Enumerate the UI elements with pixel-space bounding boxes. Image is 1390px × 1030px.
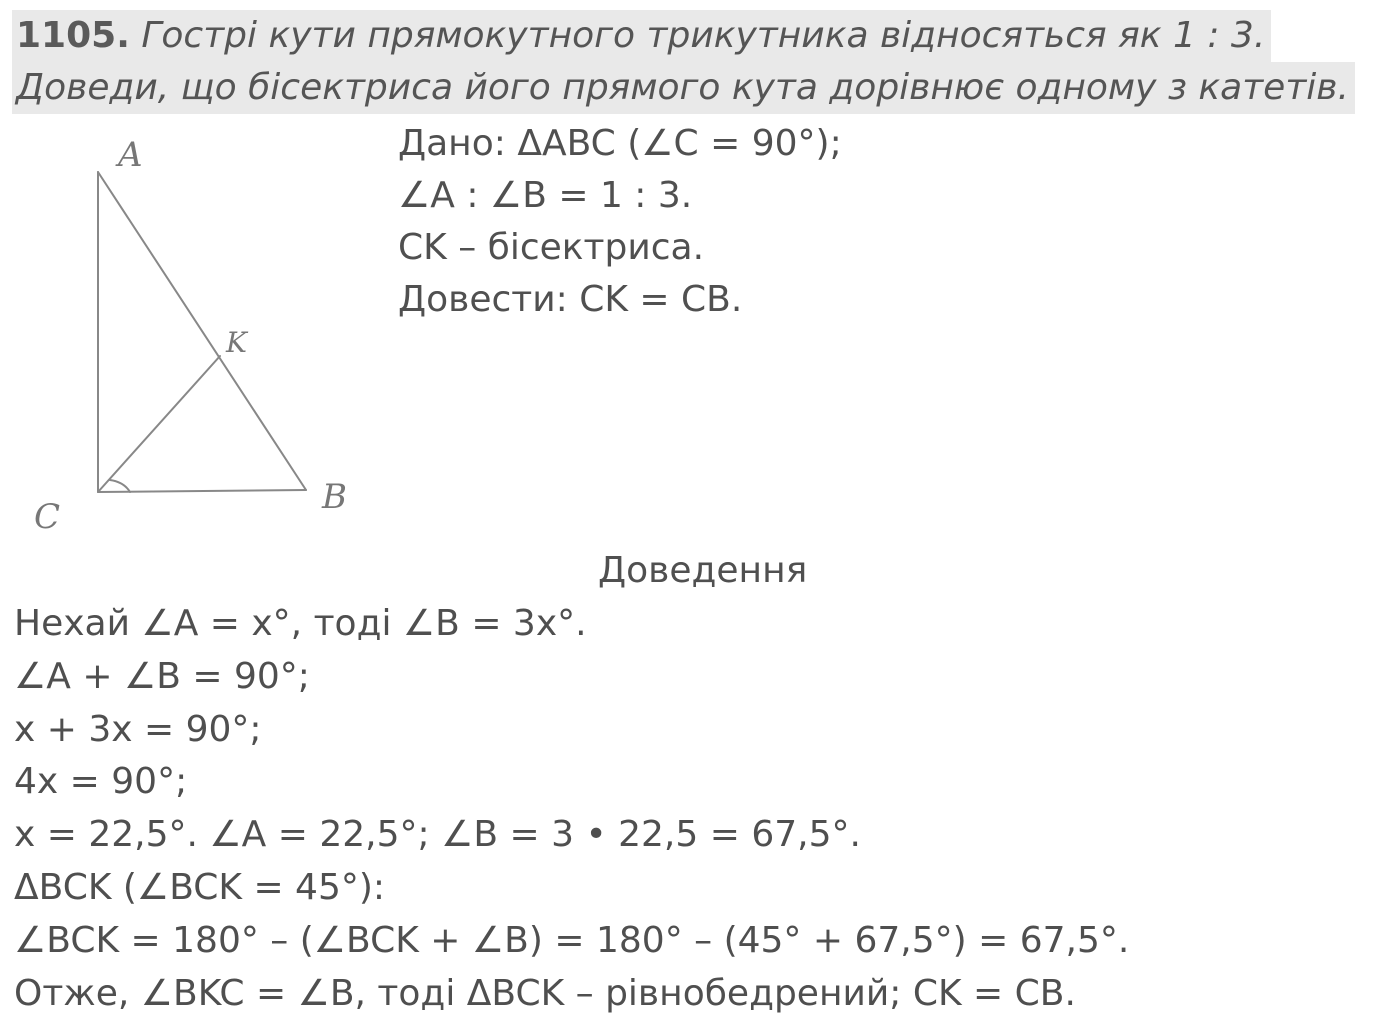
triangle-sketch [20, 120, 380, 540]
label-c: C [34, 497, 61, 537]
label-a: A [118, 135, 143, 175]
proof-line: ∠A + ∠B = 90°; [14, 655, 310, 697]
problem-text-1: Гострі кути прямокутного трикутника відносяться як 1 : 3. [141, 15, 1266, 56]
problem-number: 1105. [16, 15, 130, 56]
proof-line: x = 22,5°. ∠A = 22,5°; ∠B = 3 • 22,5 = 67,5°. [14, 814, 861, 856]
triangle-figure [20, 120, 380, 544]
bisector-ck [98, 356, 220, 492]
given-line: Дано: ΔABC (∠C = 90°); [398, 123, 842, 164]
given-line: ∠A : ∠B = 1 : 3. [398, 175, 693, 216]
proof-line: Отже, ∠BKC = ∠B, тоді ΔBCK – рівнобедрений; CK = CB. [14, 972, 1076, 1014]
proof-line: 4x = 90°; [14, 761, 188, 803]
label-k: K [226, 326, 247, 359]
problem-line-1 [12, 10, 1271, 62]
label-b: B [322, 477, 347, 517]
problem-line-2: Доведи, що бісектриса його прямого кута дорівнює одному з катетів. [12, 62, 1355, 114]
given-line: CK – бісектриса. [398, 227, 705, 268]
proof-line: x + 3x = 90°; [14, 708, 262, 750]
proof-line: ∠BCK = 180° – (∠BCK + ∠B) = 180° – (45° + 67,5°) = 67,5°. [14, 919, 1130, 961]
given-line: Довести: CK = CB. [398, 279, 743, 320]
proof-title: Доведення [598, 550, 808, 591]
proof-line: ΔBCK (∠BCK = 45°): [14, 866, 386, 908]
angle-arc-c [110, 480, 130, 492]
problem-statement [12, 10, 1382, 114]
proof-block [14, 598, 1129, 1020]
side-ab [98, 172, 306, 490]
given-block [398, 118, 842, 326]
proof-line: Нехай ∠A = x°, тоді ∠B = 3x°. [14, 603, 587, 644]
